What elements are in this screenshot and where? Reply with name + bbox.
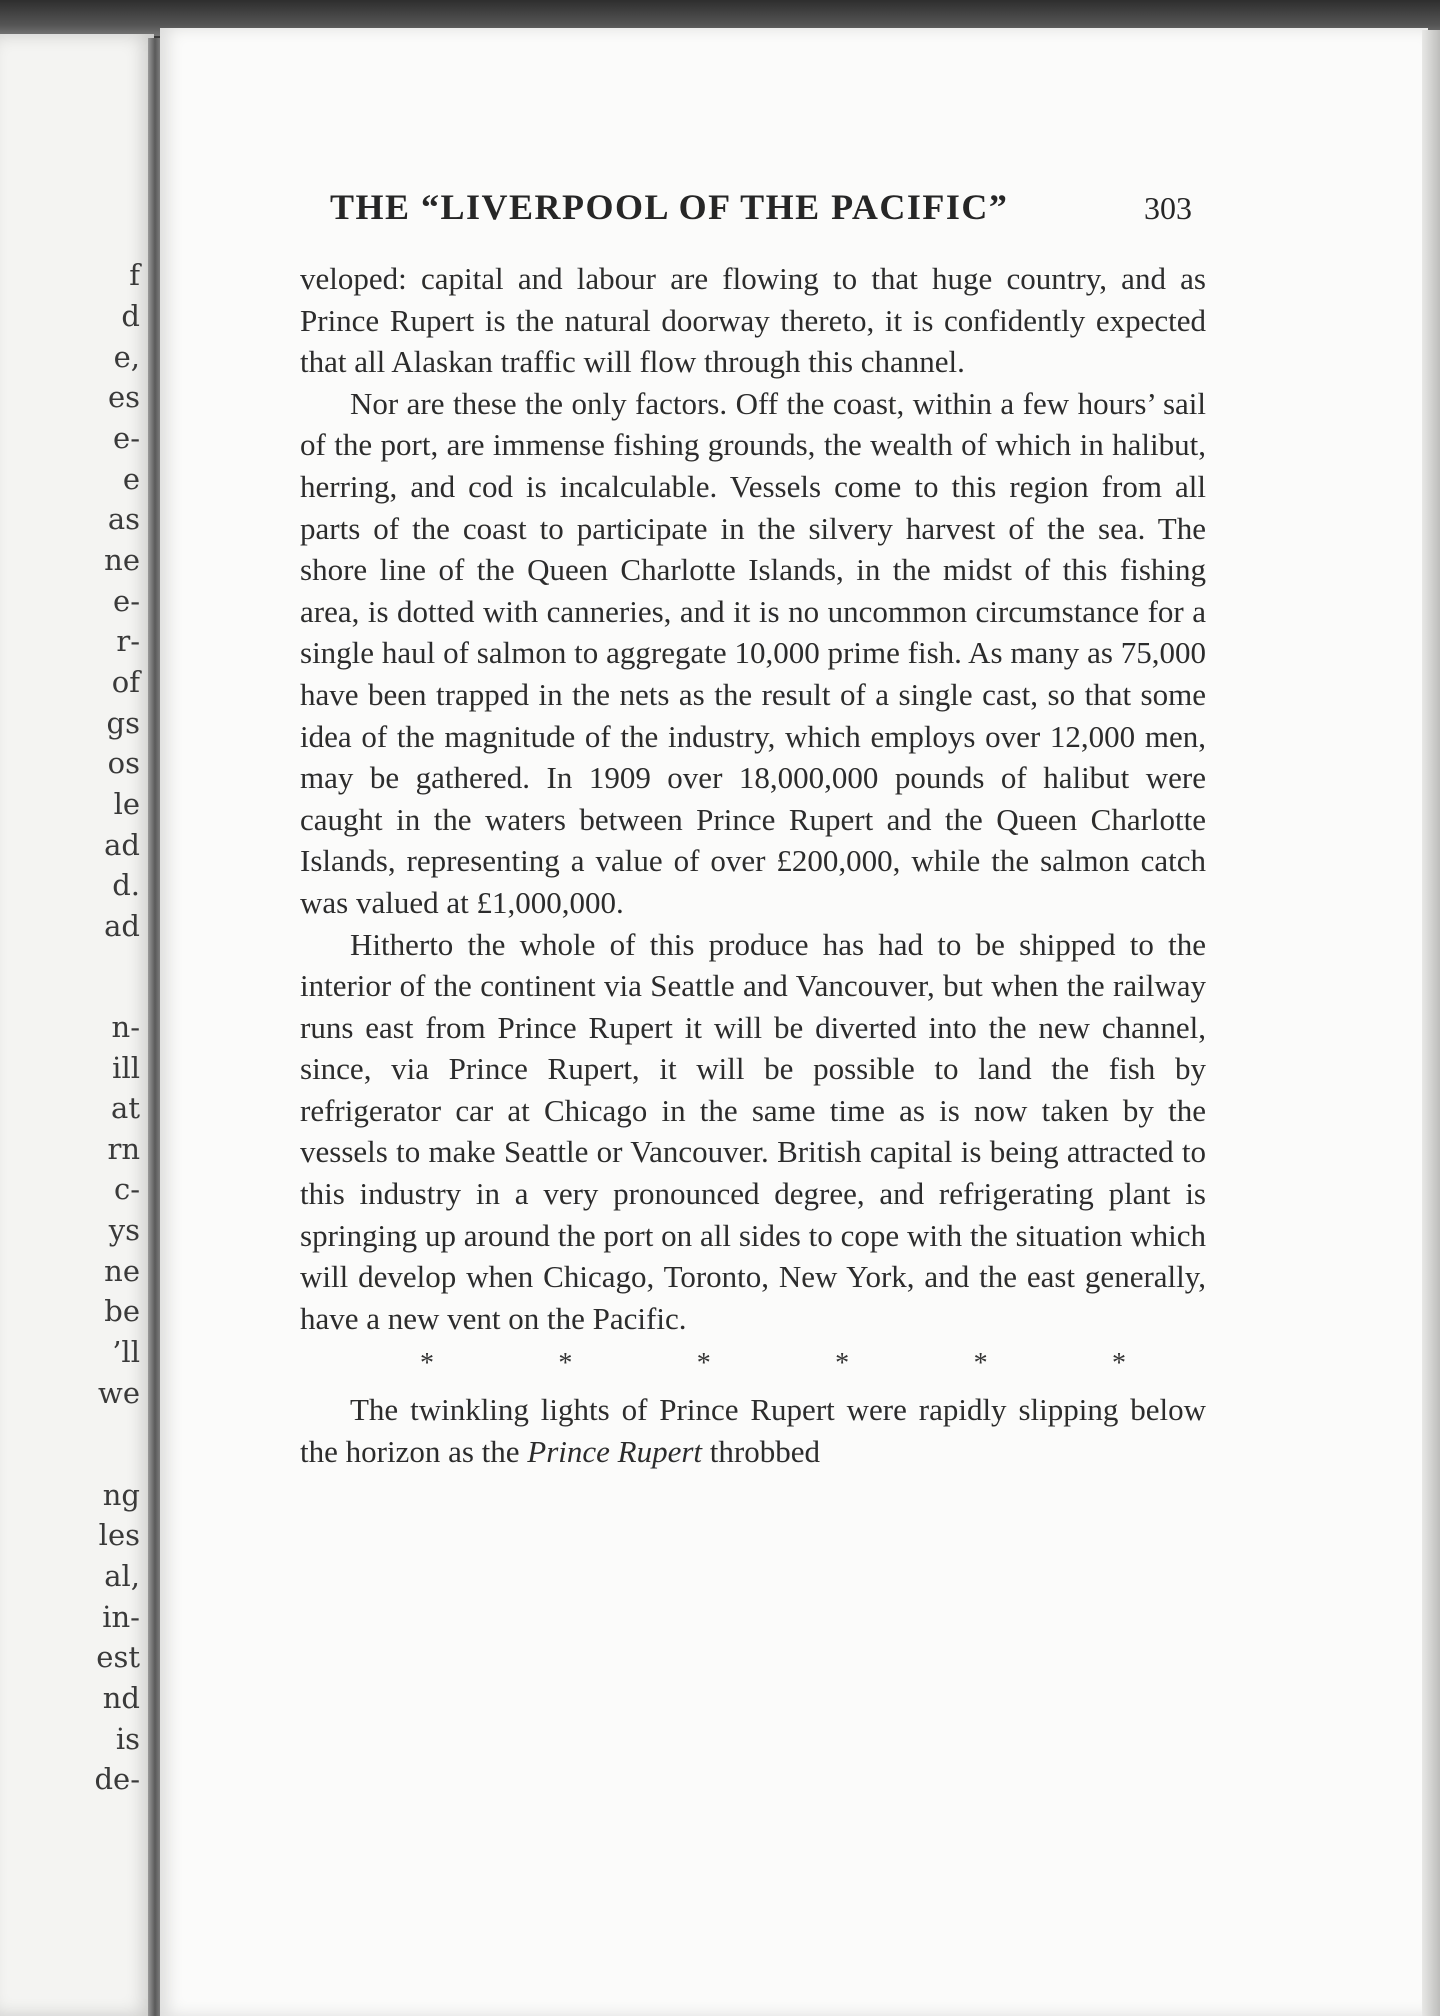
paragraph-fishing-grounds: Nor are these the only factors. Off the coast, within a few hours’ sail of the port, are immense fishing grounds, the wealth of which in halibut, herring, and cod is incalculable. Vessels come to this region from all parts of the coast to participate in the silvery harvest of the sea. The shore line of the Queen Charlotte Islands, in the midst of this fishing area, is dotted with canneries, and it is no uncommon circumstance for a single haul of salmon to aggregate 10,000 prime fish. As many as 75,000 have been trapped in the nets as the result of a single cast, so that some idea of the magnitude of the industry, which employs over 12,000 men, may be gathered. In 1909 over 18,000,000 pounds of halibut were caught in the waters between Prince Rupert and the Queen Charlotte Islands, representing a value of over £200,000, while the salmon catch was valued at £1,000,000. bbox=[300, 385, 1206, 920]
paragraph-departure bbox=[300, 1389, 1206, 1472]
left-fragment: de- bbox=[94, 1762, 140, 1796]
page-body bbox=[300, 258, 1206, 1473]
left-fragment: nd bbox=[102, 1681, 140, 1715]
left-fragment: as bbox=[107, 502, 140, 536]
left-fragment: les bbox=[98, 1518, 140, 1552]
left-fragment: ng bbox=[102, 1478, 140, 1512]
separator-star: * bbox=[835, 1348, 850, 1380]
left-fragment: at bbox=[111, 1091, 140, 1125]
section-separator bbox=[300, 1339, 1206, 1389]
left-fragment: f bbox=[129, 258, 140, 292]
left-fragment: ad bbox=[104, 828, 140, 862]
paragraph-continuation: veloped: capital and labour are flowing to that huge country, and as Prince Rupert is the natural doorway thereto, it is confidently expected that all Alaskan traffic will flow through this channel. bbox=[300, 261, 1206, 380]
left-fragment: ys bbox=[108, 1213, 140, 1247]
left-fragment: is bbox=[115, 1722, 140, 1756]
left-fragment: al, bbox=[104, 1559, 140, 1593]
left-fragment: e- bbox=[113, 421, 140, 455]
separator-star: * bbox=[420, 1348, 434, 1380]
separator-star: * bbox=[973, 1348, 988, 1380]
left-page bbox=[0, 34, 154, 2016]
left-fragment: es bbox=[107, 380, 140, 414]
left-fragment: ad bbox=[104, 909, 140, 943]
left-fragment: r- bbox=[116, 624, 140, 658]
separator-star: * bbox=[1111, 1348, 1126, 1380]
separator-star: * bbox=[696, 1348, 711, 1380]
left-fragment: d bbox=[121, 299, 140, 333]
left-fragment: e, bbox=[113, 340, 140, 374]
left-fragment: est bbox=[96, 1640, 140, 1674]
left-fragment: be bbox=[104, 1294, 140, 1328]
left-fragment: ill bbox=[112, 1051, 140, 1085]
left-fragment: we bbox=[98, 1376, 140, 1410]
left-fragment: ’ll bbox=[112, 1335, 140, 1369]
right-page-edge bbox=[1422, 30, 1440, 2016]
left-fragment: e- bbox=[113, 584, 140, 618]
page-header bbox=[330, 186, 1192, 236]
left-fragment: d. bbox=[112, 868, 140, 902]
left-fragment: e bbox=[122, 462, 140, 496]
left-fragment: in- bbox=[102, 1600, 140, 1634]
departure-text-start: The twinkling lights of Prince Rupert were rapidly slipping below the horizon as the bbox=[300, 1392, 1206, 1470]
running-title: THE “LIVERPOOL OF THE PACIFIC” bbox=[330, 187, 1009, 227]
left-fragment: rn bbox=[107, 1132, 140, 1166]
paragraph-shipping: Hitherto the whole of this produce has had to be shipped to the interior of the continent via Seattle and Vancouver, but when the railway runs east from Prince Rupert it will be diverted into the new channel, since, via Prince Rupert, it will be possible to land the fish by refrigerator car at Chicago in the same time as is now taken by the vessels to make Seattle or Vancouver. British capital is being attracted to this industry in a very pronounced degree, and refrigerating plant is springing up around the port on all sides to cope with the situation which will develop when Chicago, Toronto, New York, and the east generally, have a new vent on the Pacific. bbox=[300, 926, 1206, 1336]
ship-name-italic: Prince Rupert bbox=[527, 1434, 703, 1470]
left-fragment: gs bbox=[106, 706, 140, 740]
page-number: 303 bbox=[1144, 190, 1192, 226]
left-fragment: le bbox=[113, 787, 140, 821]
left-fragment: os bbox=[107, 746, 140, 780]
left-fragment: ne bbox=[104, 543, 140, 577]
separator-star: * bbox=[558, 1348, 573, 1380]
departure-text-end: throbbed bbox=[702, 1434, 820, 1470]
left-fragment: of bbox=[111, 665, 140, 699]
left-fragment: ne bbox=[104, 1254, 140, 1288]
left-fragment: c- bbox=[113, 1172, 140, 1206]
left-fragment: n- bbox=[111, 1010, 140, 1044]
